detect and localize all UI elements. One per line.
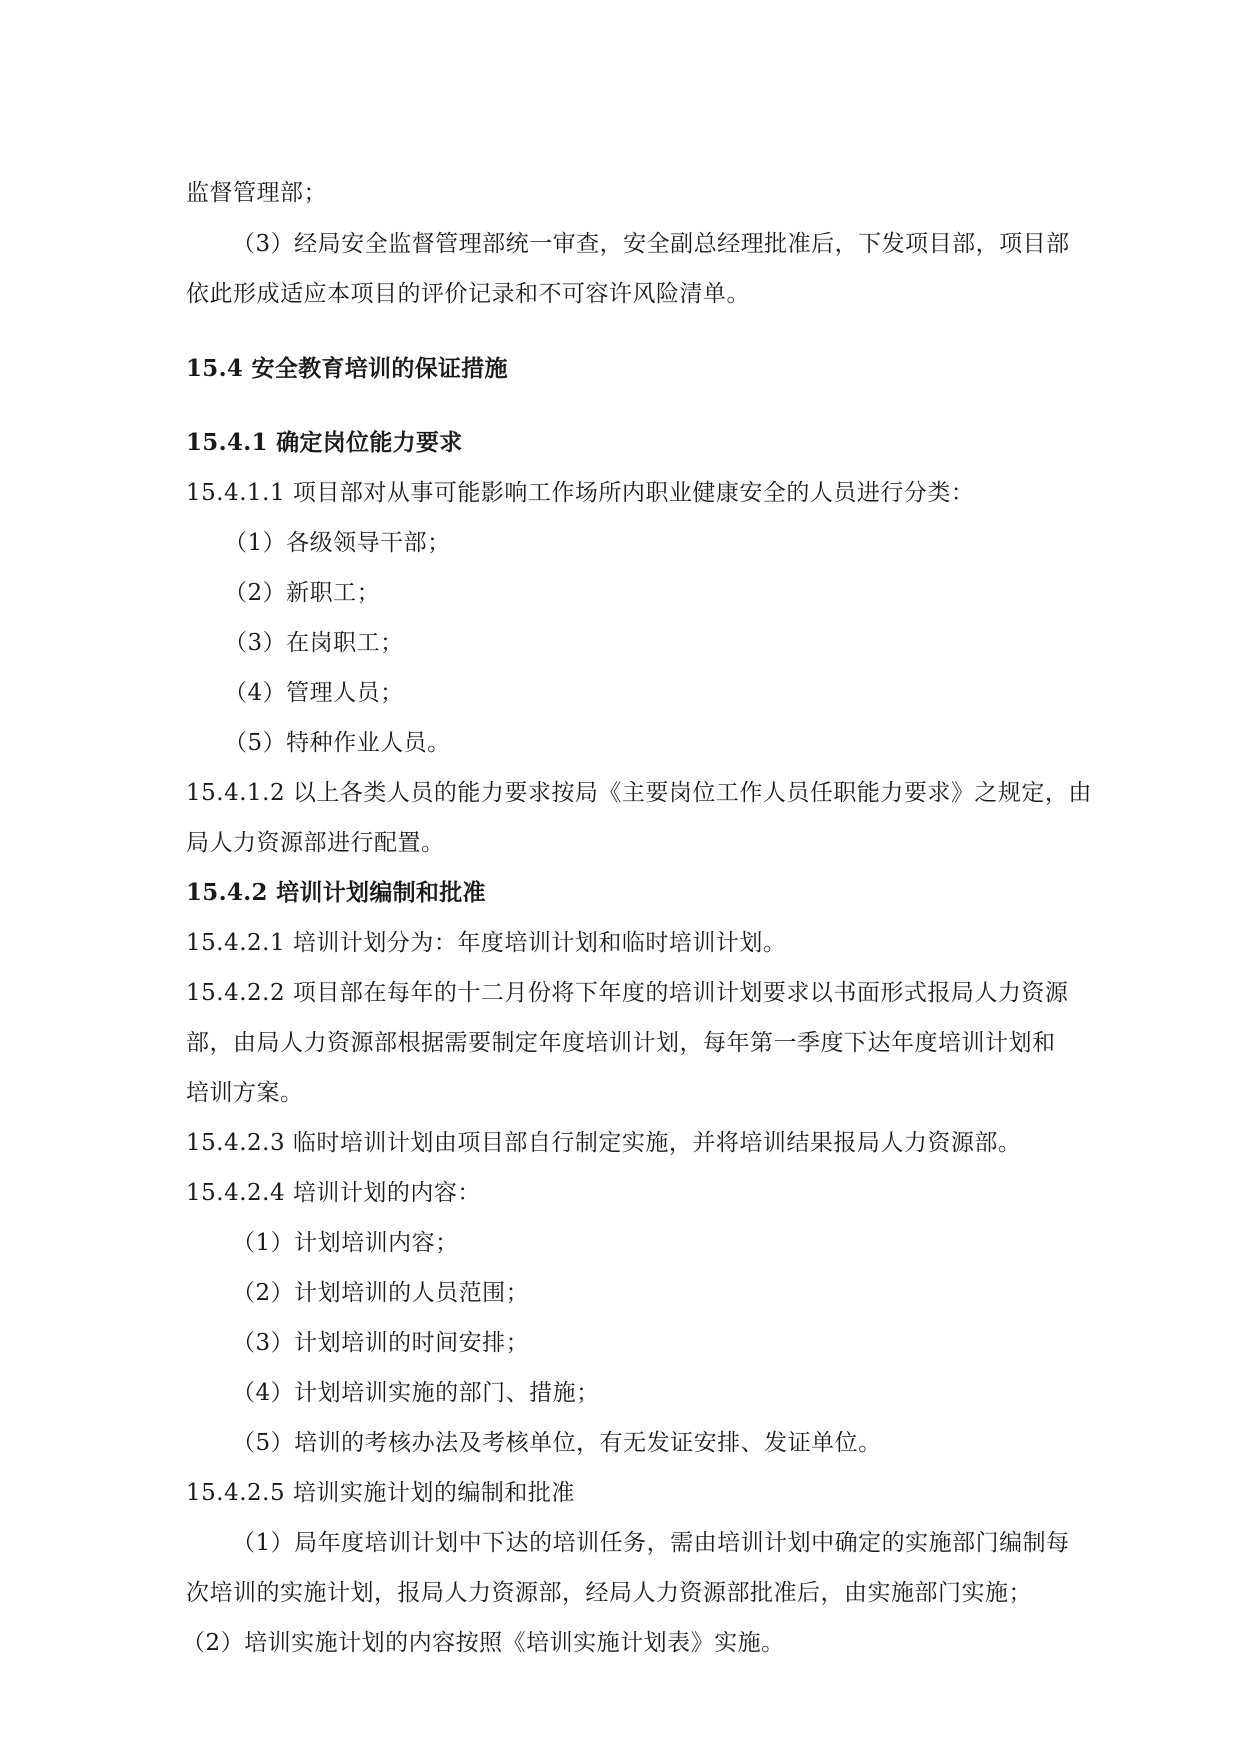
subsection-heading: 15.4.2 培训计划编制和批准 — [186, 879, 486, 906]
text-line: 培训方案。 — [186, 1080, 304, 1106]
section-heading: 15.4 安全教育培训的保证措施 — [186, 355, 508, 382]
list-item: （2）新职工； — [224, 580, 381, 606]
text-line: 局人力资源部进行配置。 — [186, 830, 445, 856]
list-item: （1）各级领导干部； — [224, 530, 451, 556]
text-line: 15.4.1.2 以上各类人员的能力要求按局《主要岗位工作人员任职能力要求》之规定，由 — [186, 780, 1092, 806]
text-line: 次培训的实施计划，报局人力资源部，经局人力资源部批准后，由实施部门实施； — [186, 1580, 1032, 1606]
text-line: 监督管理部； — [186, 180, 327, 206]
text-line: （1）局年度培训计划中下达的培训任务，需由培训计划中确定的实施部门编制每 — [232, 1530, 1070, 1556]
text-line: 15.4.2.5 培训实施计划的编制和批准 — [186, 1480, 575, 1506]
text-line: 15.4.1.1 项目部对从事可能影响工作场所内职业健康安全的人员进行分类： — [186, 480, 975, 506]
text-line: 部，由局人力资源部根据需要制定年度培训计划，每年第一季度下达年度培训计划和 — [186, 1030, 1056, 1056]
list-item: （3）在岗职工； — [224, 630, 404, 656]
text-line: 依此形成适应本项目的评价记录和不可容许风险清单。 — [186, 281, 750, 307]
list-item: （3）计划培训的时间安排； — [232, 1330, 530, 1356]
list-item: （4）管理人员； — [224, 680, 404, 706]
list-item: （5）特种作业人员。 — [224, 730, 451, 756]
list-item: （2）计划培训的人员范围； — [232, 1280, 530, 1306]
text-line: （2）培训实施计划的内容按照《培训实施计划表》实施。 — [182, 1630, 785, 1656]
subsection-heading: 15.4.1 确定岗位能力要求 — [186, 429, 463, 456]
text-line: 15.4.2.3 临时培训计划由项目部自行制定实施，并将培训结果报局人力资源部。 — [186, 1130, 1022, 1156]
text-line: 15.4.2.2 项目部在每年的十二月份将下年度的培训计划要求以书面形式报局人力资源 — [186, 980, 1069, 1006]
text-line: 15.4.2.4 培训计划的内容： — [186, 1180, 481, 1206]
text-line: （3）经局安全监督管理部统一审查，安全副总经理批准后，下发项目部，项目部 — [232, 231, 1070, 257]
text-line: 15.4.2.1 培训计划分为：年度培训计划和临时培训计划。 — [186, 930, 787, 956]
list-item: （5）培训的考核办法及考核单位，有无发证安排、发证单位。 — [232, 1430, 882, 1456]
list-item: （1）计划培训内容； — [232, 1230, 459, 1256]
list-item: （4）计划培训实施的部门、措施； — [232, 1380, 600, 1406]
